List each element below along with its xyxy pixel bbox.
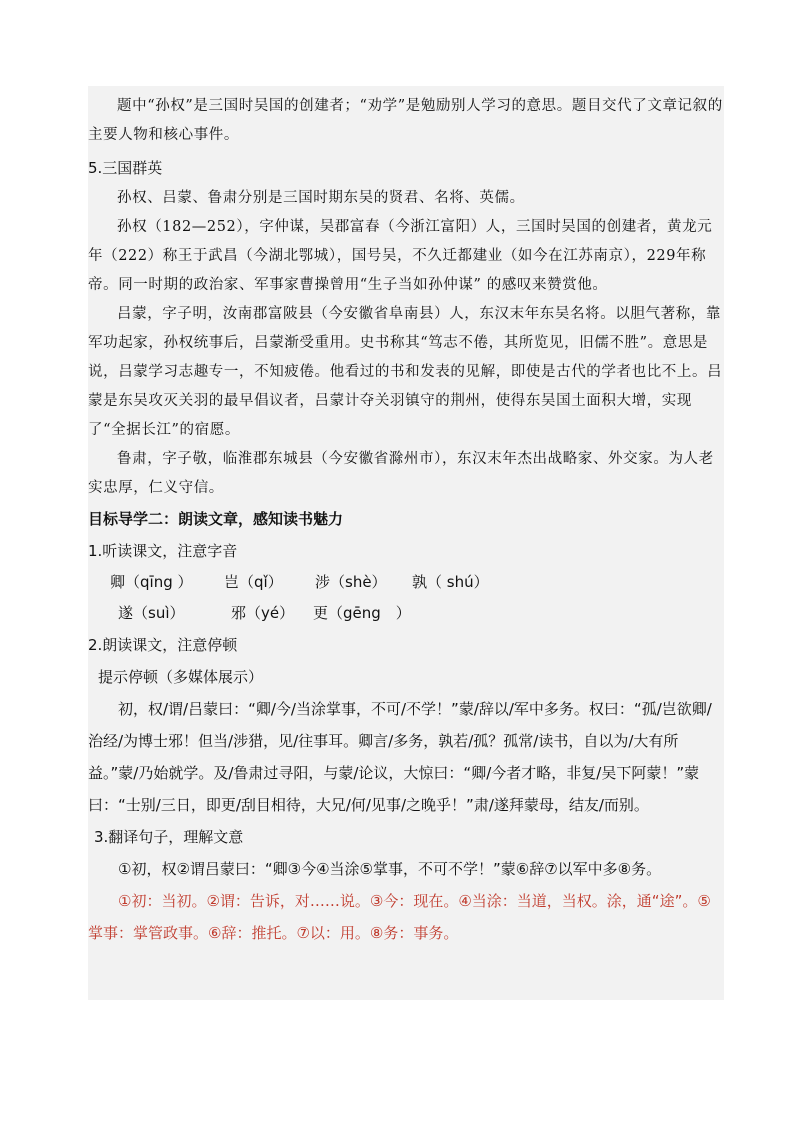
- section5-p2: 孙权（182—252），字仲谋，吴郡富春（今浙江富阳）人，三国时吴国的创建者，黄龙元年（222）称王于武昌（今湖北鄂城），国号吴，不久迁都建业（如今在江苏南京），229年称帝。同一时期的政治家、军事家曹操曾用“生子当如孙仲谋” 的感叹来赞赏他。: [88, 219, 713, 293]
- pinyin-item: 遂（suì）: [118, 604, 185, 622]
- goal2-sub1: 1.听读课文，注意字音: [88, 542, 238, 560]
- pinyin-item: 岂（qǐ）: [224, 573, 283, 591]
- goal2-sub3: 3.翻译句子，理解文意: [94, 828, 244, 846]
- pinyin-row-2: [88, 598, 724, 629]
- pinyin-item: 更（gēng ）: [313, 604, 411, 622]
- section5-p3: 吕蒙，字子明，汝南郡富陂县（今安徽省阜南县）人，东汉末年东吴名将。以胆气著称，靠军功起家，孙权统事后，吕蒙渐受重用。史书称其“笃志不倦，其所览见，旧儒不胜”。意思是说，吕蒙学习志趣专一，不知疲倦。他看过的书和发表的见解，即使是古代的学者也比不上。吕蒙是东吴攻灭关羽的最早倡议者，吕蒙计夺关羽镇守的荆州，使得东吴国土面积大增，实现了“全据长江”的宿愿。: [88, 306, 723, 438]
- pinyin-item: 邪（yé）: [231, 604, 295, 622]
- passage-with-pauses: 初，权/谓/吕蒙曰：“卿/今/当涂掌事，不可/不学！”蒙/辞以/军中多务。权曰：“孤/岂欲卿/治经/为博士邪！但当/涉猎，见/往事耳。卿言/多务，孰若/孤？孤常/读书，自以为/大有所益。”蒙/乃始就学。及/鲁肃过寻阳，与蒙/论议，大惊曰：“卿/今者才略，非复/吴下阿蒙！”蒙曰：“士别/三日，即更/刮目相待，大兄/何/见事/之晚乎！”肃/遂拜蒙母，结友/而别。: [88, 700, 712, 814]
- translation-notes: ①初：当初。②谓：告诉，对……说。③今：现在。④当涂：当道，当权。涂，通“途”。⑤掌事：掌管政事。⑥辞：推托。⑦以：用。⑧务：事务。: [88, 892, 711, 942]
- section5-p1: 孙权、吕蒙、鲁肃分别是三国时期东吴的贤君、名将、英儒。: [117, 190, 525, 206]
- section5-p4: 鲁肃，字子敬，临淮郡东城县（今安徽省滁州市），东汉末年杰出战略家、外交家。为人老实忠厚，仁义守信。: [88, 451, 714, 496]
- pinyin-item: 涉（shè）: [315, 573, 387, 591]
- goal2-heading: 目标导学二：朗读文章，感知读书魅力: [88, 510, 344, 528]
- pinyin-item: 孰（ shú）: [412, 573, 489, 591]
- pinyin-item: 卿（qīng ）: [110, 573, 193, 591]
- translation-sentence: ①初，权②谓吕蒙曰：“卿③今④当涂⑤掌事，不可不学！”蒙⑥辞⑦以军中多⑧务。: [118, 860, 662, 878]
- pause-hint: 提示停顿（多媒体展示）: [98, 668, 264, 686]
- section5-heading: 5.三国群英: [88, 159, 163, 177]
- intro-paragraph: 题中“孙权”是三国时吴国的创建者；“劝学”是勉励别人学习的意思。题目交代了文章记叙的主要人物和核心事件。: [88, 98, 723, 143]
- document-content: [88, 92, 724, 949]
- goal2-sub2: 2.朗读课文，注意停顿: [88, 636, 238, 654]
- pinyin-row-1: [88, 567, 724, 598]
